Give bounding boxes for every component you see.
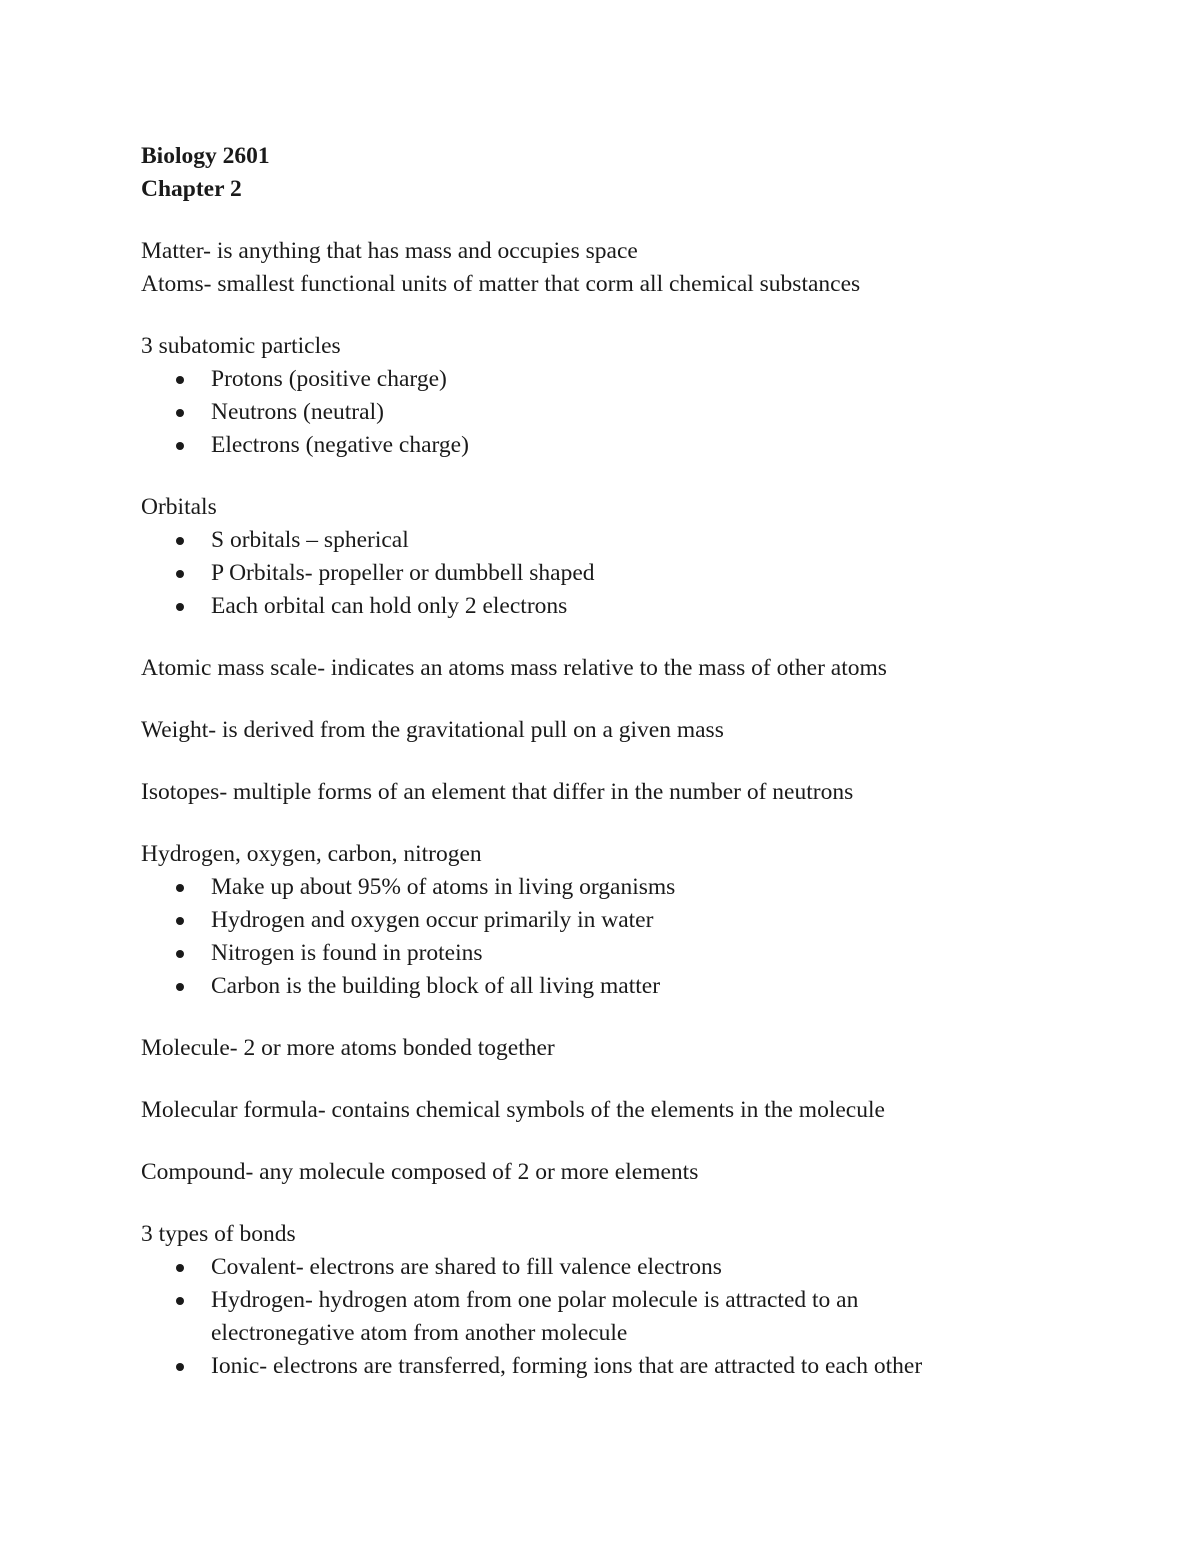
list-item xyxy=(141,363,1101,396)
atoms-definition: Atoms- smallest functional units of matter that corm all chemical substances xyxy=(141,271,861,297)
molecule-definition: Molecule- 2 or more atoms bonded together xyxy=(141,1035,555,1061)
bonds-list xyxy=(141,1251,1101,1383)
bullet-icon xyxy=(176,1264,184,1272)
list-item-text: P Orbitals- propeller or dumbbell shaped xyxy=(211,560,595,586)
isotopes-definition: Isotopes- multiple forms of an element that differ in the number of neutrons xyxy=(141,779,854,805)
list-item-text: Carbon is the building block of all living matter xyxy=(211,973,661,999)
spacer xyxy=(141,1189,1101,1218)
matter-definition: Matter- is anything that has mass and occupies space xyxy=(141,238,638,264)
subatomic-heading: 3 subatomic particles xyxy=(141,333,341,359)
spacer xyxy=(141,747,1101,776)
bonds-heading: 3 types of bonds xyxy=(141,1221,296,1247)
list-item-text: Electrons (negative charge) xyxy=(211,432,469,458)
bullet-icon xyxy=(176,884,184,892)
document-body xyxy=(141,140,1101,1383)
bullet-icon xyxy=(176,409,184,417)
bullet-icon xyxy=(176,917,184,925)
molecular-formula-definition: Molecular formula- contains chemical symbols of the elements in the molecule xyxy=(141,1097,885,1123)
list-item xyxy=(141,1350,1101,1383)
list-item-text: Hydrogen- hydrogen atom from one polar molecule is attracted to an electronegative atom from another molecule xyxy=(211,1287,859,1346)
list-item-text: Protons (positive charge) xyxy=(211,366,447,392)
list-item-text: Each orbital can hold only 2 electrons xyxy=(211,593,568,619)
bullet-icon xyxy=(176,983,184,991)
spacer xyxy=(141,1065,1101,1094)
elements-heading: Hydrogen, oxygen, carbon, nitrogen xyxy=(141,841,482,867)
list-item xyxy=(141,937,1101,970)
spacer xyxy=(141,206,1101,235)
list-item-text: Ionic- electrons are transferred, forming ions that are attracted to each other xyxy=(211,1353,923,1379)
weight-definition: Weight- is derived from the gravitational pull on a given mass xyxy=(141,717,724,743)
compound-definition: Compound- any molecule composed of 2 or more elements xyxy=(141,1159,699,1185)
bullet-icon xyxy=(176,376,184,384)
orbitals-heading: Orbitals xyxy=(141,494,217,520)
list-item xyxy=(141,396,1101,429)
list-item xyxy=(141,429,1101,462)
spacer xyxy=(141,301,1101,330)
list-item xyxy=(141,524,1101,557)
spacer xyxy=(141,809,1101,838)
orbitals-list xyxy=(141,524,1101,623)
list-item xyxy=(141,590,1101,623)
list-item-text: Neutrons (neutral) xyxy=(211,399,384,425)
list-item xyxy=(141,904,1101,937)
list-item xyxy=(141,970,1101,1003)
list-item-text: Hydrogen and oxygen occur primarily in water xyxy=(211,907,654,933)
bullet-icon xyxy=(176,442,184,450)
list-item xyxy=(141,557,1101,590)
spacer xyxy=(141,623,1101,652)
list-item-text: Nitrogen is found in proteins xyxy=(211,940,483,966)
elements-list xyxy=(141,871,1101,1003)
spacer xyxy=(141,462,1101,491)
list-item xyxy=(141,1284,1101,1350)
list-item xyxy=(141,1251,1101,1284)
subatomic-list xyxy=(141,363,1101,462)
bullet-icon xyxy=(176,603,184,611)
course-title: Biology 2601 xyxy=(141,143,270,169)
atomic-mass-definition: Atomic mass scale- indicates an atoms mass relative to the mass of other atoms xyxy=(141,655,887,681)
spacer xyxy=(141,1127,1101,1156)
bullet-icon xyxy=(176,950,184,958)
list-item-text: Make up about 95% of atoms in living organisms xyxy=(211,874,676,900)
bullet-icon xyxy=(176,1297,184,1305)
list-item-text: S orbitals – spherical xyxy=(211,527,409,553)
spacer xyxy=(141,685,1101,714)
list-item-text: Covalent- electrons are shared to fill valence electrons xyxy=(211,1254,722,1280)
bullet-icon xyxy=(176,570,184,578)
bullet-icon xyxy=(176,1363,184,1371)
spacer xyxy=(141,1003,1101,1032)
list-item xyxy=(141,871,1101,904)
bullet-icon xyxy=(176,537,184,545)
chapter-title: Chapter 2 xyxy=(141,176,242,202)
